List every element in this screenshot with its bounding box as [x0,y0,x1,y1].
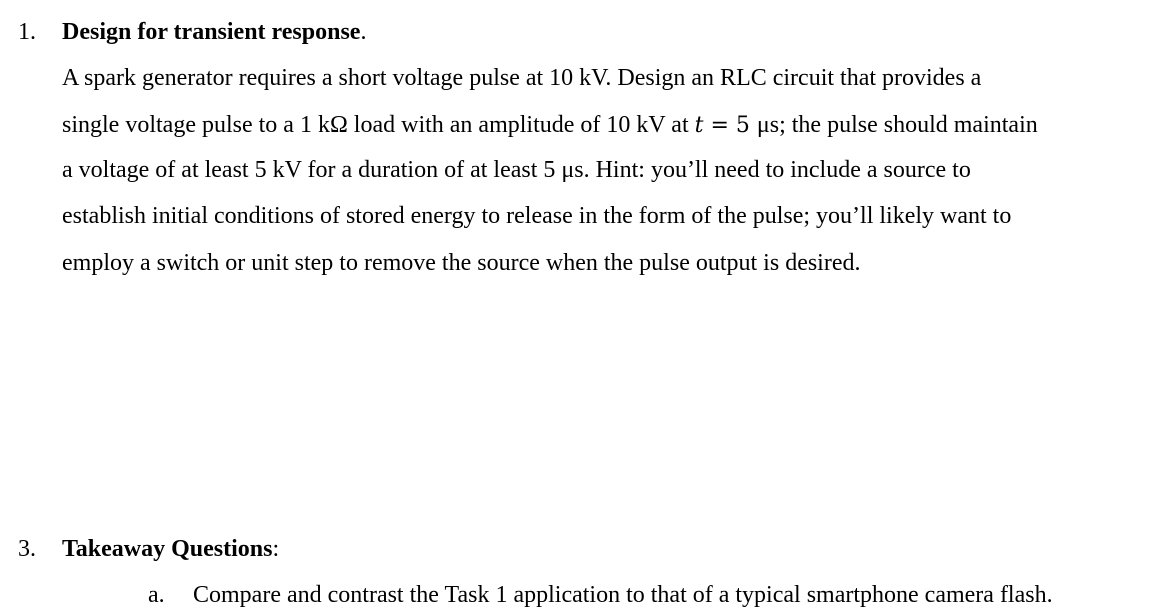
section-1-heading-suffix: . [360,19,367,45]
section-3-heading-suffix: : [272,536,280,562]
section-1-line-2-start: single voltage pulse to a 1 kΩ load with an amplitude of 10 kV at [62,112,695,138]
section-1-line-5: employ a switch or unit step to remove the source when the pulse output is desired. [62,250,861,276]
section-3-heading-text: Takeaway Questions [62,536,273,562]
section-1-line-3: a voltage of at least 5 kV for a duration of at least 5 μs. Hint: you’ll need to include a source to [62,157,971,183]
section-1-heading-text: Design for transient response [62,19,361,45]
question-a-letter: a. [148,582,165,608]
section-1-line-2 [62,110,1038,141]
question-a-text: Compare and contrast the Task 1 application to that of a typical smartphone camera flash. [193,582,1053,608]
section-1-line-1: A spark generator requires a short voltage pulse at 10 kV. Design an RLC circuit that provides a [62,65,982,91]
section-1-heading [62,17,366,47]
section-1-line-2-end: μs; the pulse should maintain [756,112,1038,138]
math-equals: = 5 [703,113,757,138]
section-3-heading [62,534,279,564]
math-variable-t: t [694,113,704,138]
section-1-number: 1. [18,19,36,45]
section-1-line-4: establish initial conditions of stored energy to release in the form of the pulse; you’ll likely want to [62,203,1012,229]
section-3-number: 3. [18,536,36,562]
